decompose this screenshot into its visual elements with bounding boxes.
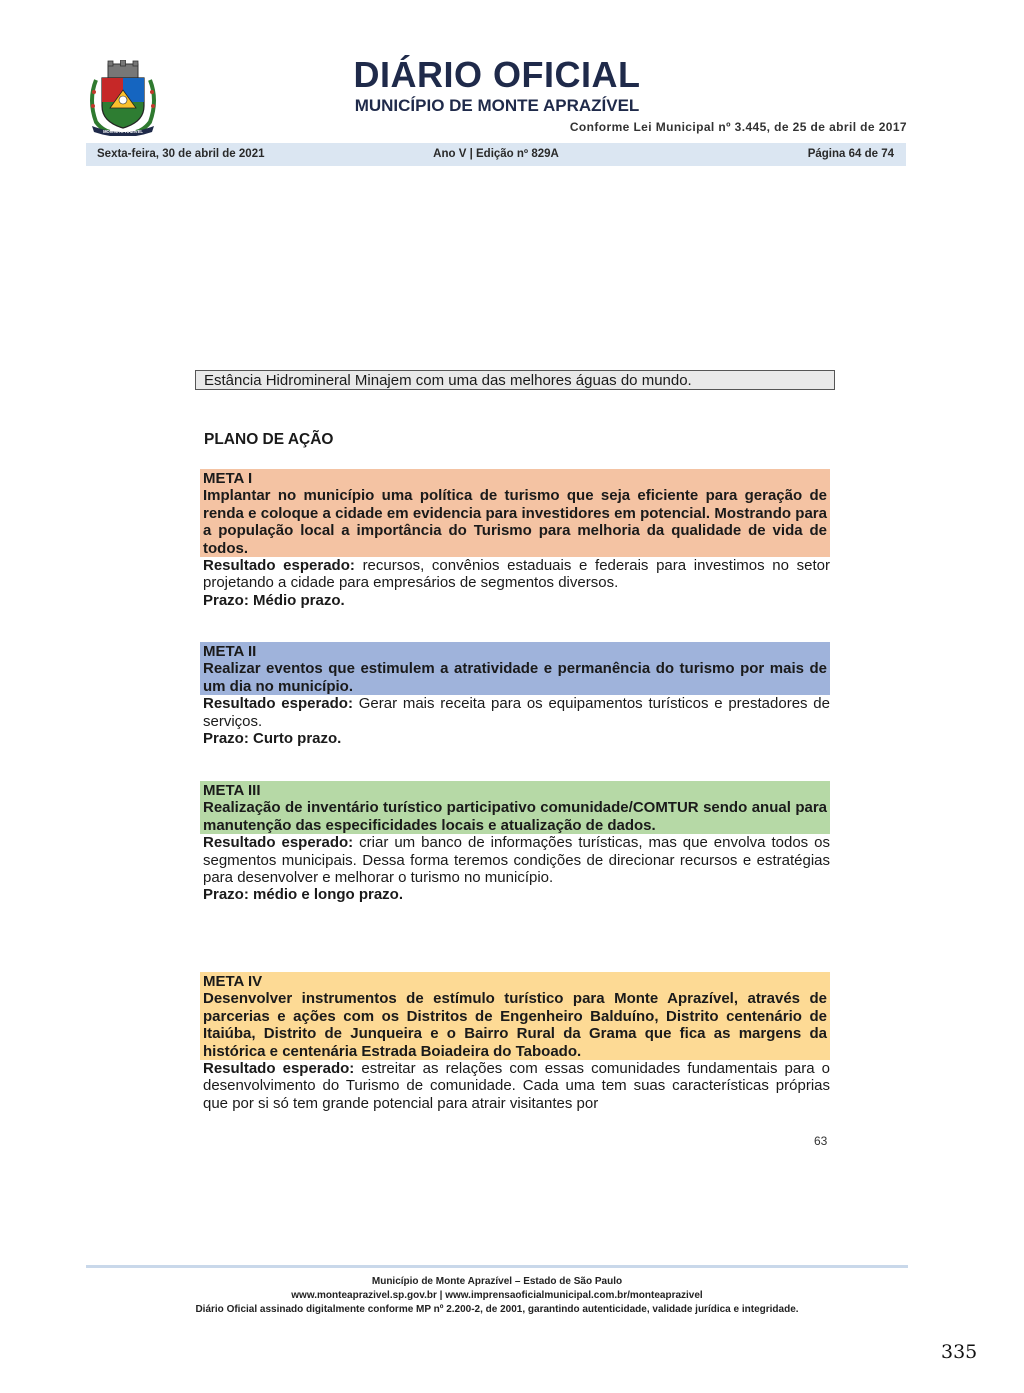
law-reference: Conforme Lei Municipal nº 3.445, de 25 de abril de 2017 (569, 120, 907, 134)
result-label: Resultado esperado: (203, 695, 353, 713)
municipality-subtitle: MUNICÍPIO DE MONTE APRAZÍVEL (354, 96, 640, 115)
meta-label: META III (203, 782, 261, 799)
footer-signature-note: Diário Oficial assinado digitalmente conforme MP nº 2.200-2, de 2001, garantindo autenticidade, validade jurídica e integridade. (195, 1304, 799, 1315)
result-text: recursos, convênios estaduais e federais para investimos no setor projetando a cidade para empresários de segmentos diversos. (203, 557, 830, 592)
result-label: Resultado esperado: (203, 1060, 355, 1078)
document-page-number: 63 (814, 1134, 828, 1148)
meta-block (203, 642, 830, 747)
meta-goal: Desenvolver instrumentos de estímulo turístico para Monte Aprazível, através de parcerias e ações com os Distritos de Engenheiro Balduíno, Distrito centenário de Itaiúba, Distrito de Junqueira e o Bairro Rural da Grama que fica as margens da histórica e centenária Estrada Boiadeira do Taboado. (203, 990, 827, 1060)
result-label: Resultado esperado: (203, 834, 354, 852)
section-title: PLANO DE AÇÃO (204, 431, 334, 448)
meta-block (203, 781, 830, 904)
meta-goal: Realização de inventário turístico participativo comunidade/COMTUR sendo anual para manutenção das especificidades locais e atualização de dados. (203, 799, 827, 834)
meta-result (203, 834, 830, 886)
scan-page-number: 335 (941, 1341, 978, 1363)
edition-info-bar (86, 143, 906, 166)
meta-goal: Realizar eventos que estimulem a atratividade e permanência do turismo por mais de um dia no município. (203, 660, 827, 695)
page-indicator: Página 64 de 74 (807, 148, 894, 160)
meta-result (203, 557, 830, 592)
meta-deadline: Prazo: Médio prazo. (203, 591, 345, 609)
meta-deadline: Prazo: Curto prazo. (203, 730, 342, 748)
result-text: estreitar as relações com essas comunidades fundamentais para o desenvolvimento do Turismo de comunidade. Cada uma tem suas características próprias que por si só tem grande potencial para atrair visitantes por (203, 1060, 830, 1112)
footer-divider (86, 1265, 908, 1268)
meta-label: META I (203, 470, 253, 487)
result-label: Resultado esperado: (203, 557, 355, 575)
meta-label: META II (203, 643, 257, 660)
meta-result (203, 1060, 830, 1112)
publication-date: Sexta-feira, 30 de abril de 2021 (97, 148, 265, 160)
meta-label: META IV (203, 973, 263, 990)
meta-block (203, 469, 830, 609)
meta-result (203, 695, 830, 730)
footer-municipality: Município de Monte Aprazível – Estado de São Paulo (371, 1276, 623, 1287)
result-text: Gerar mais receita para os equipamentos turísticos e prestadores de serviços. (203, 695, 830, 730)
footer-websites: www.monteaprazivel.sp.gov.br | www.imprensaoficialmunicipal.com.br/monteaprazivel (291, 1290, 703, 1301)
meta-block (203, 972, 830, 1112)
newspaper-title: DIÁRIO OFICIAL (353, 54, 641, 95)
meta-goal: Implantar no município uma política de turismo que seja eficiente para geração de renda e coloque a cidade em evidencia para investidores em potencial. Mostrando para a população local a importância do Turismo para melhoria da qualidade de vida de todos. (203, 487, 827, 557)
meta-deadline: Prazo: médio e longo prazo. (203, 886, 404, 904)
result-text: criar um banco de informações turísticas, mas que envolva todos os segmentos municipais. Dessa forma teremos condições de direcionar recursos e estratégias para desenvolver e melhorar o turismo no município. (203, 834, 831, 887)
highlight-box: Estância Hidromineral Minajem com uma das melhores águas do mundo. (195, 370, 835, 390)
edition-number: Ano V | Edição nº 829A (433, 148, 559, 160)
logo-ribbon-text: MONTE APRAZIVEL (103, 129, 143, 134)
